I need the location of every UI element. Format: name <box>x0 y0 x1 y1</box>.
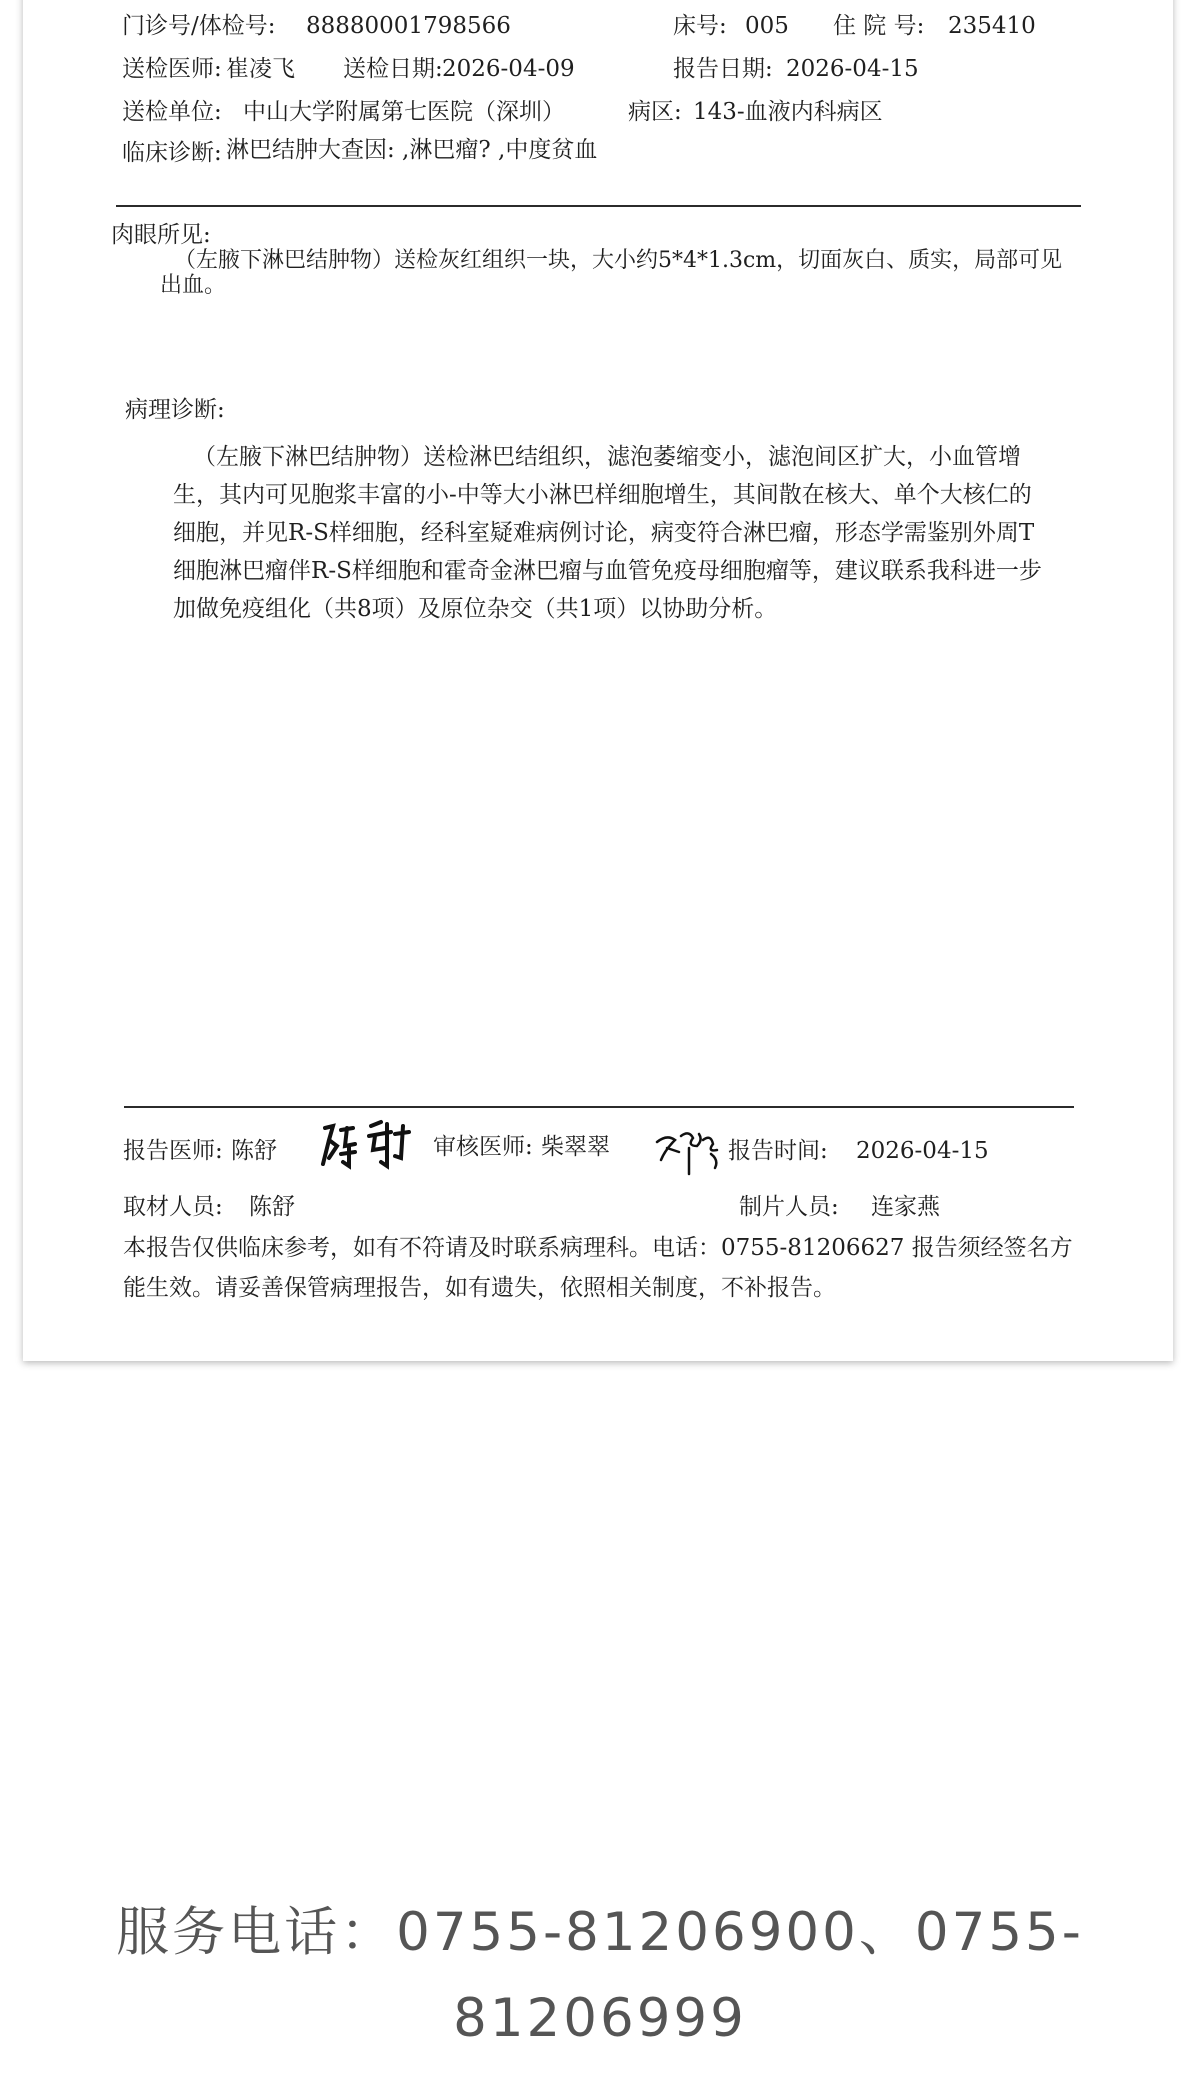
ward-value: 143-血液内科病区 <box>693 99 883 125</box>
review-doctor-signature <box>653 1120 733 1180</box>
unit-label: 送检单位: <box>122 99 222 125</box>
report-time-label: 报告时间: <box>728 1138 828 1164</box>
sampler-value: 陈舒 <box>249 1194 295 1220</box>
report-time-value: 2026-04-15 <box>856 1138 989 1164</box>
outpatient-value: 88880001798566 <box>306 13 511 39</box>
unit-value: 中山大学附属第七医院（深圳） <box>243 99 565 125</box>
clinical-diagnosis-label: 临床诊断: <box>122 140 222 166</box>
report-doctor-label: 报告医师: <box>123 1138 223 1164</box>
gross-findings-label: 肉眼所见: <box>111 222 211 248</box>
gross-findings-text: （左腋下淋巴结肿物）送检灰红组织一块，大小约5*4*1.3cm，切面灰白、质实，局部可见出血。 <box>160 248 1063 298</box>
report-date-label: 报告日期: <box>673 56 773 82</box>
report-date-value: 2026-04-15 <box>786 56 919 82</box>
review-doctor-label: 审核医师: <box>433 1134 533 1160</box>
header-divider <box>116 205 1081 207</box>
review-doctor-value: 柴翠翠 <box>541 1134 610 1160</box>
submit-date-label: 送检日期: <box>343 56 443 82</box>
report-disclaimer: 本报告仅供临床参考，如有不符请及时联系病理科。电话：0755-81206627 报告须经签名方能生效。请妥善保管病理报告，如有遗失，依照相关制度，不补报告。 <box>123 1235 1073 1301</box>
clinical-diagnosis-value: 淋巴结肿大查因: ,淋巴瘤? ,中度贫血 <box>226 137 598 163</box>
submit-date-value: 2026-04-09 <box>442 56 575 82</box>
inpatient-label: 住 院 号: <box>833 13 925 39</box>
bed-label: 床号: <box>673 13 727 39</box>
diagnosis-text: （左腋下淋巴结肿物）送检淋巴结组织，滤泡萎缩变小，滤泡间区扩大，小血管增生，其内可见胞浆丰富的小-中等大小淋巴样细胞增生，其间散在核大、单个大核仁的细胞，并见R-S样细胞，经科室疑难病例讨论，病变符合淋巴瘤，形态学需鉴别外周T细胞淋巴瘤伴R-S样细胞和霍奇金淋巴瘤与血管免疫母细胞瘤等，建议联系我科进一步加做免疫组化（共8项）及原位杂交（共1项）以协助分析。 <box>173 444 1042 622</box>
report-doctor-signature <box>319 1116 415 1176</box>
diagnosis-label: 病理诊断: <box>125 397 225 423</box>
inpatient-value: 235410 <box>948 13 1036 39</box>
bed-value: 005 <box>745 13 789 39</box>
footer-divider <box>124 1106 1074 1108</box>
slide-maker-value: 连家燕 <box>871 1194 940 1220</box>
outpatient-label: 门诊号/体检号: <box>122 13 276 39</box>
doctor-label: 送检医师: <box>122 56 222 82</box>
slide-maker-label: 制片人员: <box>739 1194 839 1220</box>
pathology-report-card <box>23 0 1173 1361</box>
ward-label: 病区: <box>628 99 682 125</box>
sampler-label: 取材人员: <box>123 1194 223 1220</box>
service-phone[interactable]: 服务电话：0755-81206900、0755-81206999 <box>116 1902 1084 2049</box>
report-doctor-value: 陈舒 <box>231 1138 277 1164</box>
doctor-value: 崔凌飞 <box>226 56 295 82</box>
